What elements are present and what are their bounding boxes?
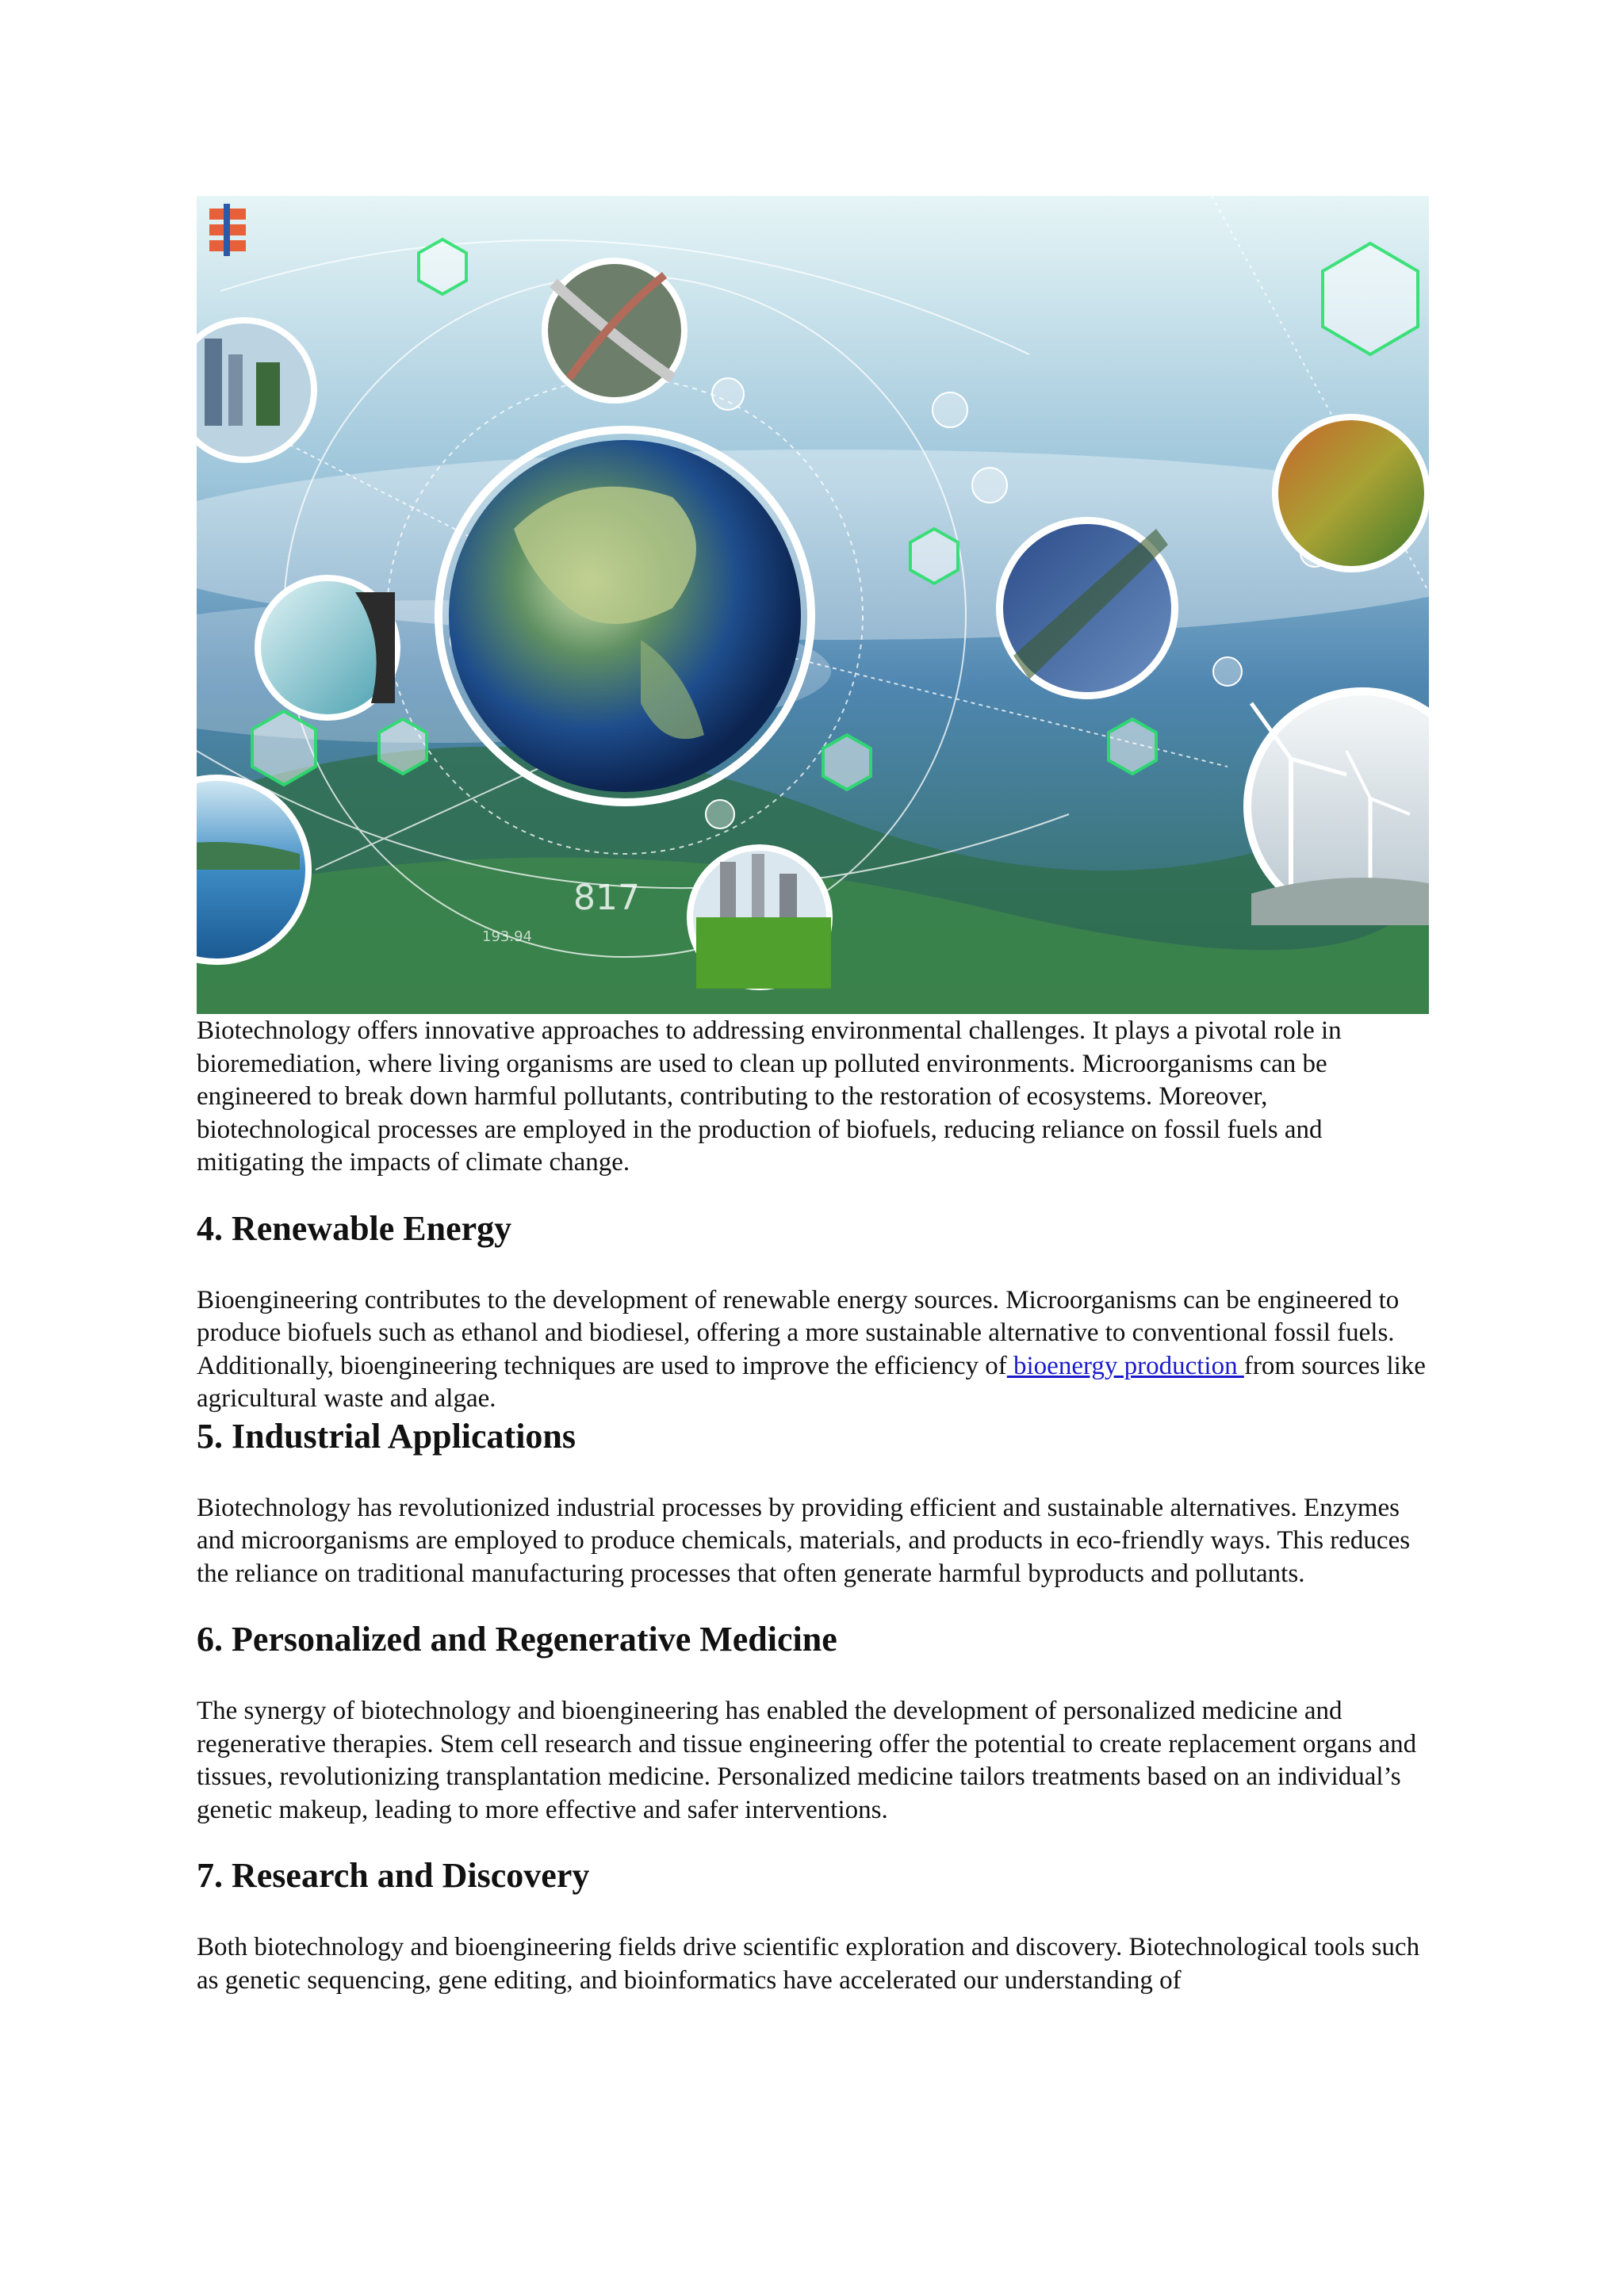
intro-paragraph: Biotechnology offers innovative approaches to addressing environmental challenges. It plays a pivotal role in bioremediation, where living organisms are used to clean up polluted environments. Microorganisms can be engineered to break down harmful pollutants, contributing to the restoration of ecosystems. Moreover, biotechnological processes are employed in the production of biofuels, reducing reliance on fossil fuels and mitigating the impacts of climate change. <box>197 1016 1342 1177</box>
earth-globe <box>439 430 811 802</box>
hero-image <box>197 196 1429 1014</box>
overlay-number: 817 <box>573 878 640 918</box>
overlay-small-number: 193.94 <box>482 928 532 945</box>
heading-industrial-applications: 5. Industrial Applications <box>197 1416 576 1456</box>
renewable-text-after: from sources like agricultural waste and algae. <box>197 1351 1426 1413</box>
renewable-text-before: Bioengineering contributes to the development of renewable energy sources. Microorganisms can be engineered to produce biofuels such as ethanol and biodiesel, offering a more sustainable alternative to conventional fossil fuels. Additionally, bioengineering techniques are used to improve the efficiency of <box>197 1285 1400 1380</box>
brand-logo <box>209 204 246 256</box>
research-paragraph: Both biotechnology and bioengineering fields drive scientific exploration and discovery. Biotechnological tools such as genetic sequencing, gene editing, and bioinformatics have accelerated our understanding of <box>197 1933 1420 1995</box>
factory-photo <box>687 844 833 990</box>
medicine-paragraph: The synergy of biotechnology and bioengineering has enabled the development of personalized medicine and regenerative therapies. Stem cell research and tissue engineering offer the potential to create replacement organs and tissues, revolutionizing transplantation medicine. Personalized medicine tailors treatments based on an individual’s genetic makeup, leading to more effective and safer interventions. <box>197 1697 1417 1824</box>
heading-personalized-medicine: 6. Personalized and Regenerative Medicine <box>197 1620 837 1659</box>
article-content <box>197 1015 1434 1997</box>
industrial-paragraph: Biotechnology has revolutionized industrial processes by providing efficient and sustainable alternatives. Enzymes and microorganisms are employed to produce chemicals, materials, and products in eco-friendly ways. This reduces the reliance on traditional manufacturing processes that often generate harmful byproducts and pollutants. <box>197 1493 1411 1588</box>
forest-photo <box>1272 414 1429 572</box>
solar-panel-photo <box>996 517 1178 699</box>
ocean-photo <box>255 575 400 721</box>
heading-renewable-energy: 4. Renewable Energy <box>197 1208 512 1248</box>
renewable-paragraph <box>197 1284 1434 1416</box>
bioenergy-production-link[interactable]: bioenergy production <box>1006 1351 1244 1380</box>
eco-network-illustration <box>197 196 1429 1014</box>
highway-photo <box>542 258 688 404</box>
heading-research-discovery: 7. Research and Discovery <box>197 1856 590 1895</box>
